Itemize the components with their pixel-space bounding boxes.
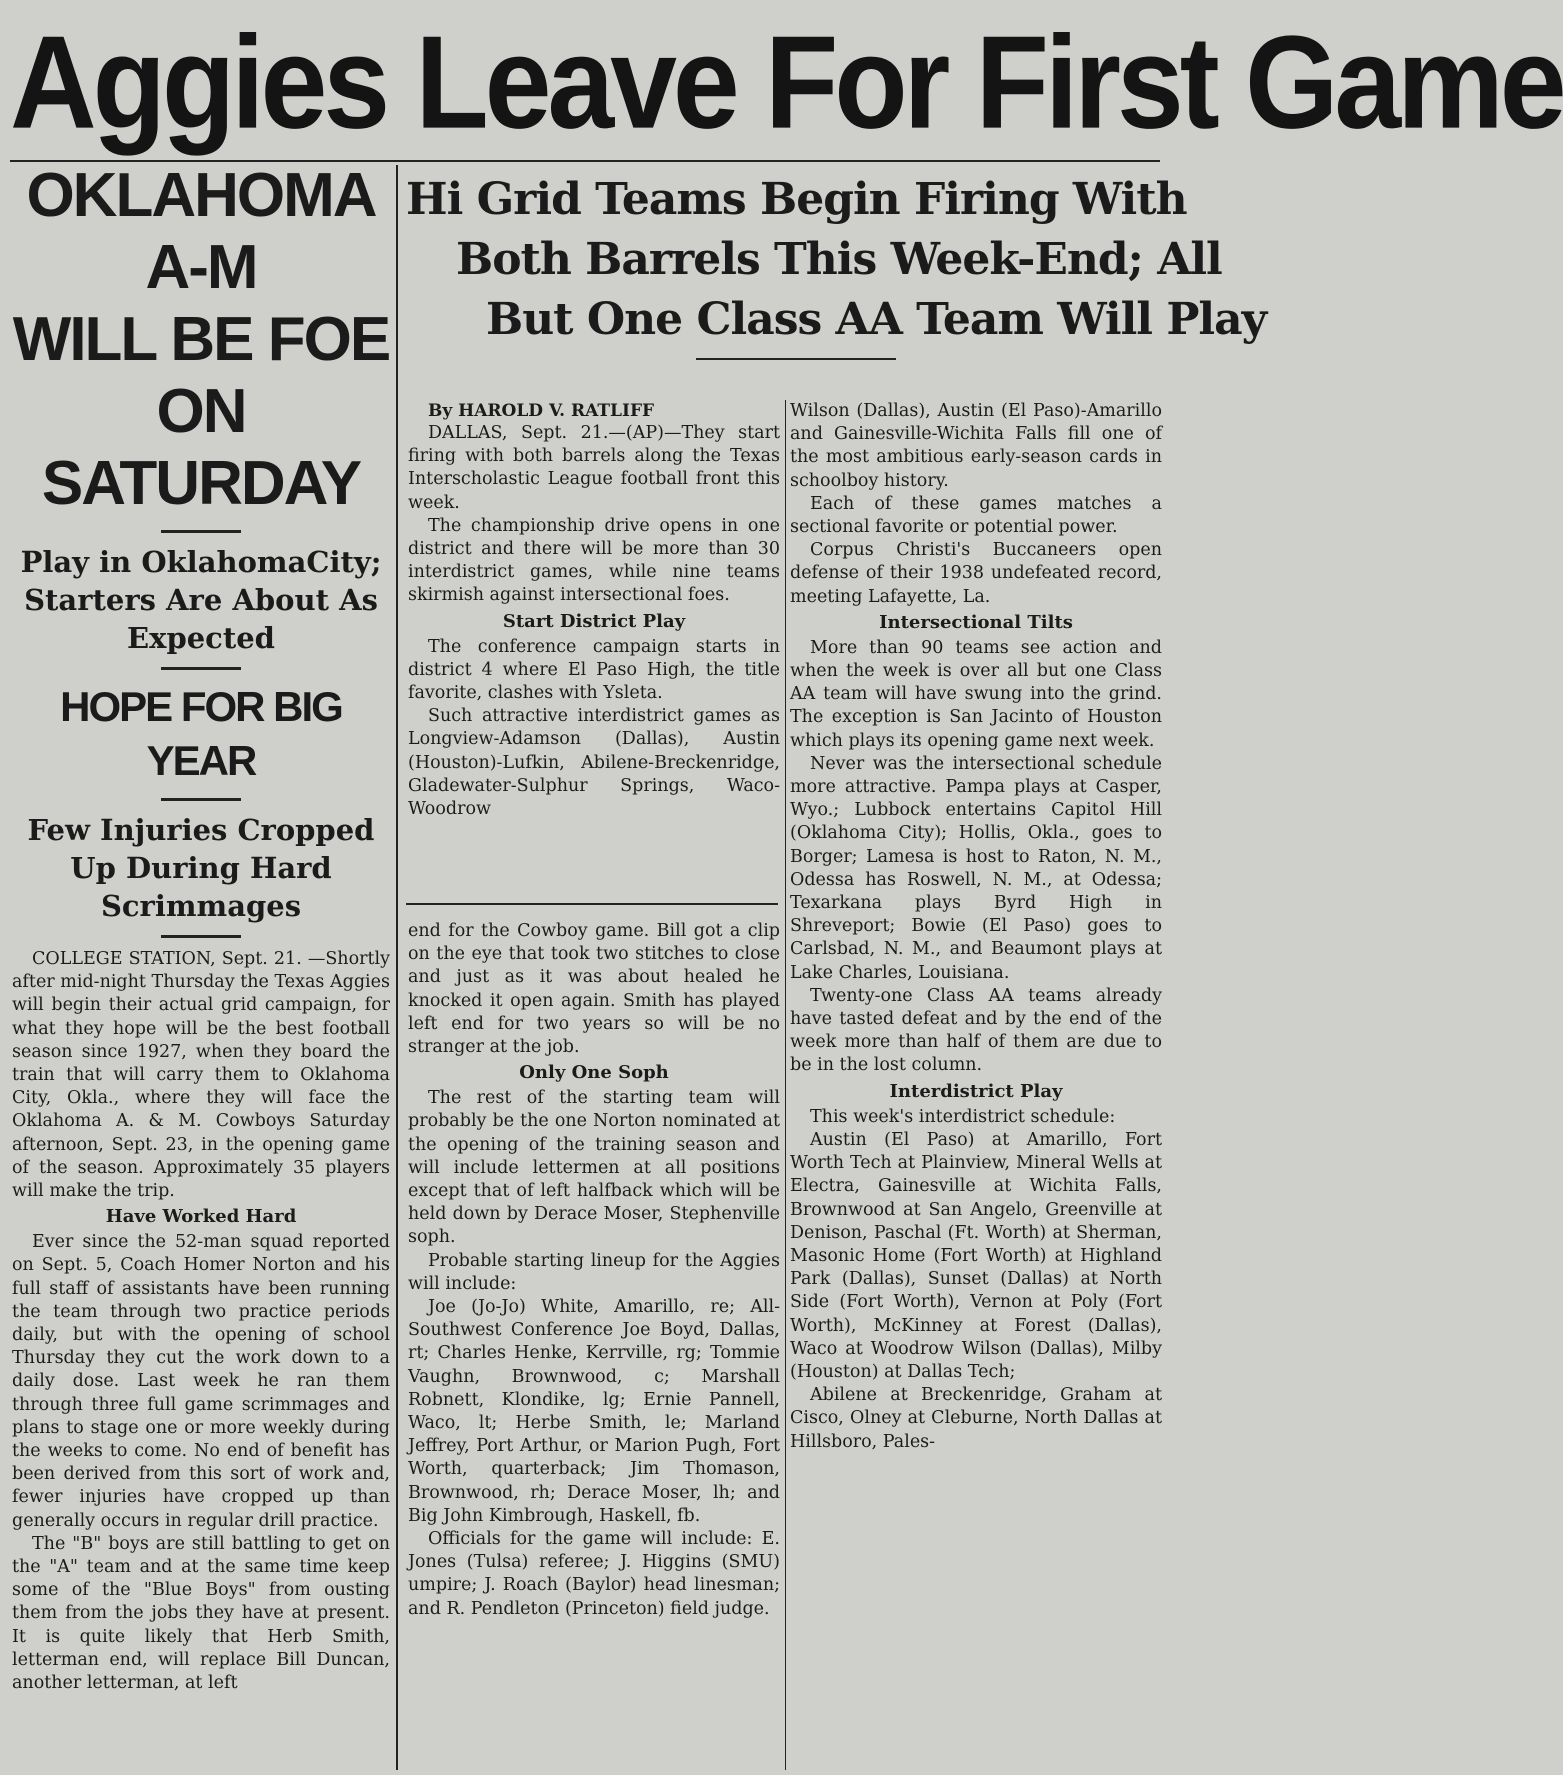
paragraph: Twenty-one Class AA teams already have tasted defeat and by the end of the week more than half of them are due to be in the lost column.: [790, 985, 1162, 1076]
paragraph: The "B" boys are still battling to get on the "A" team and at the same time keep some of the "Blue Boys" from ousting them from the jobs they have at present. It is quite likely that Herb Smith, letterman end, will replace Bill Duncan, another letterman, at left: [12, 1533, 390, 1694]
left-column: [12, 160, 390, 1695]
divider: [161, 798, 241, 801]
paragraph: The conference campaign starts in district 4 where El Paso High, the title favorite, clashes with Ysleta.: [408, 636, 780, 704]
main-article-body: [408, 400, 780, 821]
paragraph: Each of these games matches a sectional favorite or potential power.: [790, 493, 1162, 538]
subhead: Interdistrict Play: [889, 1080, 1063, 1102]
paragraph: Wilson (Dallas), Austin (El Paso)-Amarillo and Gainesville-Wichita Falls fill one of the most ambitious early-season cards in schoolboy history.: [790, 401, 1162, 491]
paragraph: DALLAS, Sept. 21.—(AP)—They start firing with both barrels along the Texas Interscholastic League football front this week.: [408, 423, 780, 513]
divider: [161, 935, 241, 938]
divider: [161, 667, 241, 670]
column-divider-left: [396, 165, 398, 1770]
paragraph: Corpus Christi's Buccaneers open defense of their 1938 undefeated record, meeting Lafayette, La.: [790, 540, 1162, 607]
paragraph: Ever since the 52-man squad reported on Sept. 5, Coach Homer Norton and his full staff of assistants have been running the team through two practice periods daily, but with the opening of school Thursday they cut the work down to a daily dose. Last week he ran them through three full game scrimmages and plans to stage one or more weekly during the weeks to come. No end of benefit has been derived from this sort of work and, fewer injuries have cropped up than generally occurs in regular drill practice.: [12, 1232, 390, 1531]
main-headline: [406, 170, 1267, 360]
subhead: Start District Play: [502, 610, 686, 632]
jump-divider: [406, 903, 778, 905]
subhead: Intersectional Tilts: [879, 611, 1073, 633]
right-column: [790, 400, 1162, 1454]
paragraph: Officials for the game will include: E. Jones (Tulsa) referee; J. Higgins (SMU) umpire; J. Roach (Baylor) head linesman; and R. Pendleton (Princeton) field judge.: [408, 1529, 780, 1619]
left-headline-2: HOPE FOR BIG YEAR: [60, 683, 342, 784]
divider: [696, 358, 896, 360]
subhead: Have Worked Hard: [105, 1206, 297, 1228]
middle-column: [408, 400, 780, 1619]
paragraph: This week's interdistrict schedule:: [810, 1106, 1116, 1127]
paragraph: The rest of the starting team will probably be the one Norton nominated at the opening of the training season and will include lettermen at all positions except that of left halfback which will be held down by Derace Moser, Stephenville soph.: [408, 1088, 780, 1248]
paragraph: Probable starting lineup for the Aggies will include:: [408, 1250, 780, 1294]
main-article-continued: [790, 400, 1162, 1454]
paragraph: More than 90 teams see action and when the week is over all but one Class AA team will have swung into the grind. The exception is San Jacinto of Houston which plays its opening game next week.: [790, 637, 1162, 751]
aggies-jump-body: [408, 920, 780, 1621]
paragraph: Joe (Jo-Jo) White, Amarillo, re; All-Southwest Conference Joe Boyd, Dallas, rt; Charles Henke, Kerrville, rg; Tommie Vaughn, Brownwood, c; Marshall Robnett, Klondike, lg; Ernie Pannell, Waco, lt; Herbe Smith, le; Marland Jeffrey, Port Arthur, or Marion Pugh, Fort Worth, quarterback; Jim Thomason, Brownwood, rh; Derace Moser, lh; and Big John Kimbrough, Haskell, fb.: [408, 1297, 780, 1526]
left-deck-2: Few Injuries Cropped Up During Hard Scrimmages: [27, 813, 375, 923]
paragraph: end for the Cowboy game. Bill got a clip on the eye that took two stitches to close and just as it was about healed he knocked it open again. Smith has played left end for two years so will be no stranger at the job.: [408, 921, 780, 1058]
column-divider-right: [785, 400, 786, 1770]
left-deck-1: Play in OklahomaCity; Starters Are About As Expected: [20, 545, 382, 655]
paragraph: Such attractive interdistrict games as Longview-Adamson (Dallas), Austin (Houston)-Lufkin, Abilene-Breckenridge, Gladewater-Sulphur Springs, Waco-Woodrow: [408, 706, 780, 820]
paragraph: Austin (El Paso) at Amarillo, Fort Worth Tech at Plainview, Mineral Wells at Electra, Gainesville at Wichita Falls, Brownwood at San Angelo, Greenville at Denison, Paschal (Ft. Worth) at Sherman, Masonic Home (Fort Worth) at Highland Park (Dallas), Sunset (Dallas) at North Side (Fort Worth), Vernon at Poly (Fort Worth), McKinney at Forest (Dallas), Waco at Woodrow Wilson (Dallas), Milby (Houston) at Dallas Tech;: [790, 1129, 1162, 1382]
paragraph: Never was the intersectional schedule more attractive. Pampa plays at Casper, Wyo.; Lubbock entertains Capitol Hill (Oklahoma City); Hollis, Okla., goes to Borger; Lamesa is host to Raton, N. M., Odessa has Roswell, N. M., at Odessa; Texarkana plays Byrd High in Shreveport; Bowie (El Paso) goes to Carlsbad, N. M., and Beaumont plays at Lake Charles, Louisiana.: [790, 753, 1162, 983]
left-article-body: [12, 948, 390, 1695]
left-headline-line-3: ON SATURDAY: [41, 377, 361, 518]
main-headline-line-1: Hi Grid Teams Begin Firing With: [406, 174, 1187, 225]
paragraph: Abilene at Breckenridge, Graham at Cisco, Olney at Cleburne, North Dallas at Hillsboro, Pales-: [790, 1385, 1162, 1452]
divider: [161, 530, 241, 533]
banner-headline: Aggies Leave For First Game: [10, 8, 1563, 157]
left-headline-line-1: OKLAHOMA A-M: [26, 161, 376, 302]
main-headline-line-2: Both Barrels This Week-End; All: [456, 234, 1222, 285]
paragraph: COLLEGE STATION, Sept. 21. —Shortly after mid-night Thursday the Texas Aggies will begin their actual grid campaign, for what they hope will be the best football season since 1927, when they board the train that will carry them to Oklahoma City, Okla., where they will face the Oklahoma A. & M. Cowboys Saturday afternoon, Sept. 23, in the opening game of the season. Approximately 35 players will make the trip.: [12, 949, 390, 1202]
byline: By HAROLD V. RATLIFF: [428, 401, 655, 421]
left-headline-line-2: WILL BE FOE: [12, 305, 390, 374]
paragraph: The championship drive opens in one district and there will be more than 30 interdistrict games, while nine teams skirmish against intersectional foes.: [408, 515, 780, 606]
main-headline-line-3: But One Class AA Team Will Play: [486, 294, 1267, 345]
subhead: Only One Soph: [519, 1062, 669, 1084]
